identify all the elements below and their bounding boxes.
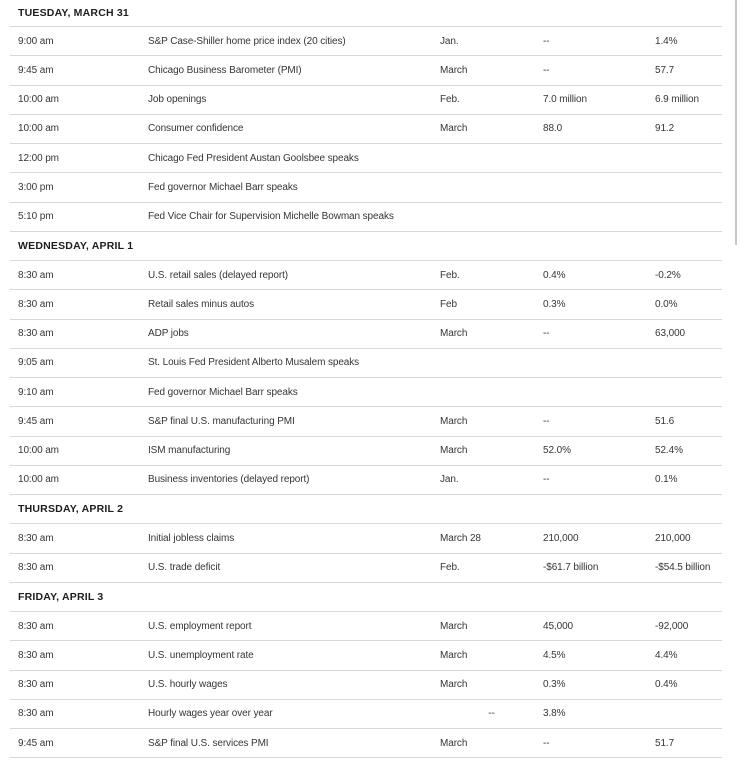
cell-time: 8:30 am bbox=[18, 328, 54, 340]
cell-period: March bbox=[440, 64, 468, 76]
cell-report: Chicago Fed President Austan Goolsbee speaks bbox=[148, 152, 359, 164]
day-header-label: FRIDAY, APRIL 3 bbox=[18, 590, 104, 603]
cell-previous: -92,000 bbox=[655, 620, 689, 632]
cell-previous: 63,000 bbox=[655, 328, 685, 340]
cell-report: U.S. retail sales (delayed report) bbox=[148, 269, 288, 281]
cell-time: 8:30 am bbox=[18, 679, 54, 691]
cell-time: 3:00 pm bbox=[18, 181, 54, 193]
cell-report: Business inventories (delayed report) bbox=[148, 474, 310, 486]
cell-time: 10:00 am bbox=[18, 94, 59, 106]
cell-median: -- bbox=[543, 64, 550, 76]
cell-period: March bbox=[440, 737, 468, 749]
table-row bbox=[10, 261, 722, 290]
cell-report: St. Louis Fed President Alberto Musalem speaks bbox=[148, 357, 360, 369]
cell-previous: 57.7 bbox=[655, 64, 675, 76]
cell-time: 8:30 am bbox=[18, 269, 54, 281]
cell-time: 8:30 am bbox=[18, 620, 54, 632]
cell-time: 9:00 am bbox=[18, 35, 54, 47]
day-section bbox=[10, 232, 722, 495]
table-row bbox=[10, 203, 722, 232]
cell-period: March 28 bbox=[440, 532, 481, 544]
cell-period: Jan. bbox=[440, 35, 459, 47]
table-row bbox=[10, 524, 722, 553]
cell-report: U.S. employment report bbox=[148, 620, 252, 632]
cell-period: Feb bbox=[440, 298, 457, 310]
day-section bbox=[10, 495, 722, 583]
cell-time: 9:45 am bbox=[18, 737, 54, 749]
cell-previous: 210,000 bbox=[655, 532, 691, 544]
cell-report: Chicago Business Barometer (PMI) bbox=[148, 64, 302, 76]
cell-median: 0.4% bbox=[543, 269, 566, 281]
cell-previous: 1.4% bbox=[655, 35, 678, 47]
cell-time: 5:10 pm bbox=[18, 211, 54, 223]
economic-calendar bbox=[10, 0, 722, 758]
cell-report: Retail sales minus autos bbox=[148, 298, 254, 310]
cell-time: 9:10 am bbox=[18, 386, 54, 398]
cell-median: 88.0 bbox=[543, 123, 563, 135]
cell-period: March bbox=[440, 649, 468, 661]
cell-report: S&P final U.S. manufacturing PMI bbox=[148, 415, 295, 427]
table-row bbox=[10, 612, 722, 641]
cell-period: Feb. bbox=[440, 269, 460, 281]
table-row bbox=[10, 466, 722, 495]
table-row bbox=[10, 349, 722, 378]
cell-time: 9:45 am bbox=[18, 64, 54, 76]
cell-period: March bbox=[440, 123, 468, 135]
cell-time: 10:00 am bbox=[18, 474, 59, 486]
cell-time: 8:30 am bbox=[18, 562, 54, 574]
cell-time: 10:00 am bbox=[18, 445, 59, 457]
cell-period: Feb. bbox=[440, 94, 460, 106]
day-header-label: TUESDAY, MARCH 31 bbox=[18, 7, 129, 19]
day-header-label: WEDNESDAY, APRIL 1 bbox=[18, 239, 134, 252]
day-header bbox=[10, 232, 722, 261]
cell-report: S&P final U.S. services PMI bbox=[148, 737, 269, 749]
cell-report: Consumer confidence bbox=[148, 123, 244, 135]
day-header bbox=[10, 583, 722, 612]
cell-report: Hourly wages year over year bbox=[148, 708, 273, 720]
cell-period: March bbox=[440, 445, 468, 457]
cell-report: Fed governor Michael Barr speaks bbox=[148, 181, 298, 193]
table-row bbox=[10, 378, 722, 407]
day-section bbox=[10, 583, 722, 759]
cell-median: -- bbox=[543, 415, 550, 427]
cell-median: -$61.7 billion bbox=[543, 562, 599, 574]
cell-time: 12:00 pm bbox=[18, 152, 59, 164]
scrollbar-thumb[interactable] bbox=[735, 0, 737, 245]
cell-median: -- bbox=[543, 737, 550, 749]
cell-time: 10:00 am bbox=[18, 123, 59, 135]
cell-previous: 0.1% bbox=[655, 474, 678, 486]
cell-period: Jan. bbox=[440, 474, 459, 486]
cell-previous: 52.4% bbox=[655, 445, 683, 457]
cell-report: ADP jobs bbox=[148, 328, 189, 340]
cell-median: 7.0 million bbox=[543, 94, 587, 106]
cell-median: 4.5% bbox=[543, 649, 566, 661]
table-row bbox=[10, 144, 722, 173]
table-row bbox=[10, 641, 722, 670]
day-header bbox=[10, 495, 722, 524]
cell-period: March bbox=[440, 328, 468, 340]
table-row bbox=[10, 407, 722, 436]
cell-report: U.S. trade deficit bbox=[148, 562, 221, 574]
cell-report: Fed Vice Chair for Supervision Michelle Bowman speaks bbox=[148, 211, 394, 223]
cell-report: ISM manufacturing bbox=[148, 445, 231, 457]
table-row bbox=[10, 700, 722, 729]
cell-report: U.S. unemployment rate bbox=[148, 649, 254, 661]
cell-report: Fed governor Michael Barr speaks bbox=[148, 386, 298, 398]
cell-report: S&P Case-Shiller home price index (20 cities) bbox=[148, 35, 346, 47]
cell-time: 9:05 am bbox=[18, 357, 54, 369]
table-row bbox=[10, 86, 722, 115]
cell-median: -- bbox=[543, 35, 550, 47]
table-row bbox=[10, 173, 722, 202]
cell-median: -- bbox=[543, 474, 550, 486]
cell-median: 3.8% bbox=[543, 708, 566, 720]
cell-time: 8:30 am bbox=[18, 298, 54, 310]
table-row bbox=[10, 290, 722, 319]
cell-period: -- bbox=[488, 708, 495, 720]
day-section bbox=[10, 0, 722, 232]
cell-previous: 51.7 bbox=[655, 737, 675, 749]
cell-previous: 6.9 million bbox=[655, 94, 699, 106]
cell-period: March bbox=[440, 620, 468, 632]
table-row bbox=[10, 56, 722, 85]
cell-time: 8:30 am bbox=[18, 532, 54, 544]
table-row bbox=[10, 671, 722, 700]
cell-previous: 0.0% bbox=[655, 298, 678, 310]
day-header-label: THURSDAY, APRIL 2 bbox=[18, 503, 124, 516]
cell-report: Initial jobless claims bbox=[148, 532, 235, 544]
cell-time: 8:30 am bbox=[18, 708, 54, 720]
cell-previous: -0.2% bbox=[655, 269, 681, 281]
cell-period: Feb. bbox=[440, 562, 460, 574]
cell-median: -- bbox=[543, 328, 550, 340]
table-row bbox=[10, 437, 722, 466]
cell-report: U.S. hourly wages bbox=[148, 679, 228, 691]
cell-previous: 91.2 bbox=[655, 123, 675, 135]
table-row bbox=[10, 320, 722, 349]
table-row bbox=[10, 115, 722, 144]
cell-period: March bbox=[440, 415, 468, 427]
cell-median: 52.0% bbox=[543, 445, 571, 457]
cell-report: Job openings bbox=[148, 94, 207, 106]
cell-previous: 0.4% bbox=[655, 679, 678, 691]
cell-period: March bbox=[440, 679, 468, 691]
cell-median: 45,000 bbox=[543, 620, 573, 632]
cell-time: 9:45 am bbox=[18, 415, 54, 427]
cell-median: 210,000 bbox=[543, 532, 579, 544]
cell-previous: -$54.5 billion bbox=[655, 562, 711, 574]
table-row bbox=[10, 27, 722, 56]
cell-median: 0.3% bbox=[543, 298, 566, 310]
cell-previous: 51.6 bbox=[655, 415, 675, 427]
cell-previous: 4.4% bbox=[655, 649, 678, 661]
table-row bbox=[10, 554, 722, 583]
day-header bbox=[10, 0, 722, 27]
cell-median: 0.3% bbox=[543, 679, 566, 691]
cell-time: 8:30 am bbox=[18, 649, 54, 661]
table-row bbox=[10, 729, 722, 758]
